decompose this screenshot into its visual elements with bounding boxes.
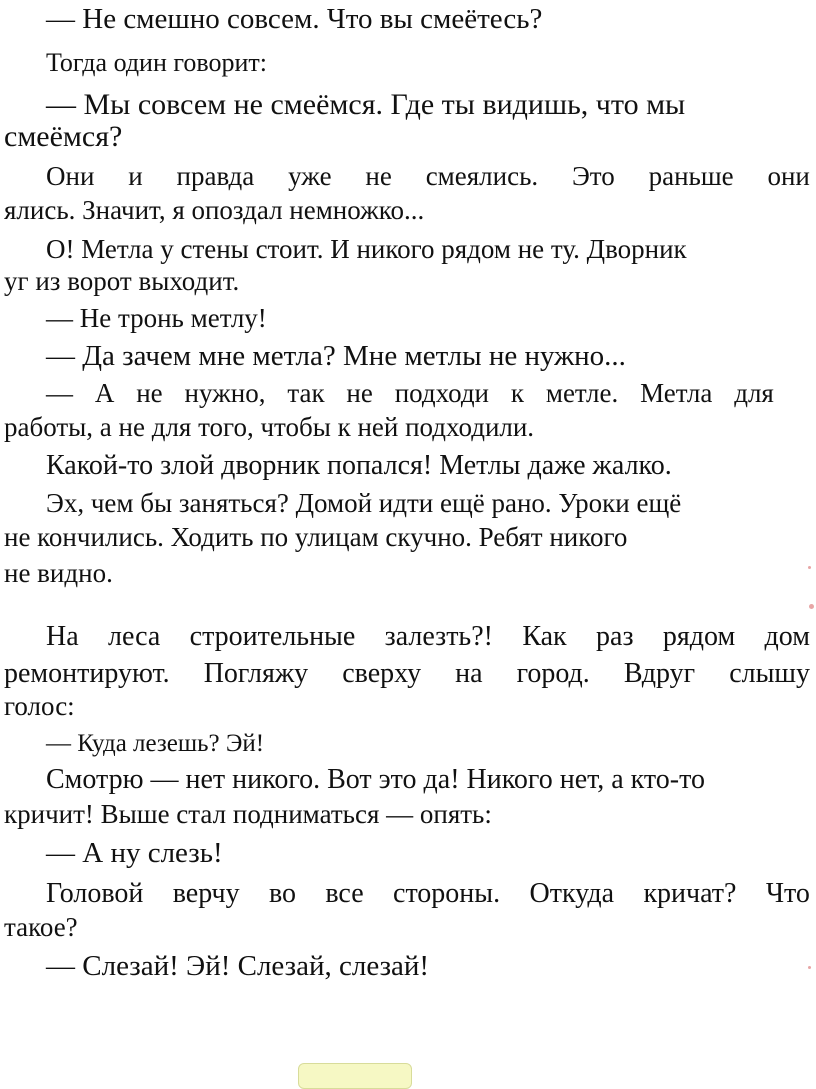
word: раз — [596, 621, 634, 652]
word: леса — [108, 621, 161, 652]
word: правда — [176, 161, 255, 191]
text-line-justified — [46, 623, 810, 651]
word: Что — [765, 878, 810, 909]
word: дом — [764, 621, 810, 652]
word: На — [46, 621, 79, 652]
word: уже — [288, 161, 332, 191]
word: к — [510, 378, 524, 408]
text-line: не кончились. Ходить по улицам скучно. Ребят никого — [4, 522, 628, 552]
word: А — [94, 378, 115, 408]
word: нужно, — [184, 378, 266, 408]
word: и — [128, 161, 143, 191]
word: Головой — [46, 878, 144, 909]
text-line-justified — [4, 660, 810, 688]
text-line: ялись. Значит, я опоздал немножко... — [4, 195, 425, 225]
word: сверху — [342, 658, 422, 689]
word: кричат? — [643, 878, 737, 909]
text-line: уг из ворот выходит. — [4, 266, 240, 296]
word: город. — [516, 658, 590, 689]
word: Вдруг — [623, 658, 696, 689]
text-line: Какой-то злой дворник попался! Метлы даже жалко. — [46, 450, 672, 481]
text-line: смеёмся? — [4, 120, 123, 153]
page-tab[interactable] — [298, 1063, 412, 1089]
text-line: не видно. — [4, 558, 113, 588]
text-line: кричит! Выше стал подниматься — опять: — [4, 799, 492, 829]
text-line: — А ну слезь! — [46, 837, 223, 869]
speck-mark — [808, 566, 811, 569]
word: не — [136, 378, 163, 408]
word: ремонтируют. — [4, 658, 170, 689]
word: верчу — [172, 878, 240, 909]
speck-mark — [808, 966, 811, 969]
word: так — [287, 378, 325, 408]
word: стороны. — [393, 878, 501, 909]
word: Откуда — [529, 878, 615, 909]
word: Они — [46, 161, 95, 191]
text-line: — Да зачем мне метла? Мне метлы не нужно... — [46, 340, 626, 372]
text-line: Смотрю — нет никого. Вот это да! Никого нет, а кто-то — [46, 764, 705, 795]
text-line: — Куда лезешь? Эй! — [46, 730, 265, 757]
text-line: работы, а не для того, чтобы к ней подходили. — [4, 412, 535, 442]
word: на — [455, 658, 483, 689]
word: рядом — [662, 621, 736, 652]
word: подходи — [394, 378, 490, 408]
text-line: — Слезай! Эй! Слезай, слезай! — [46, 950, 430, 982]
word: слышу — [729, 658, 810, 689]
word: — — [46, 378, 73, 408]
word: раньше — [648, 161, 734, 191]
word: Погляжу — [203, 658, 309, 689]
text-line: — Не смешно совсем. Что вы смеётесь? — [46, 3, 543, 35]
word: смеялись. — [425, 161, 539, 191]
text-line: голос: — [4, 691, 75, 721]
text-line: О! Метла у стены стоит. И никого рядом не ту. Дворник — [46, 234, 687, 264]
word: не — [346, 378, 373, 408]
word: Как — [522, 621, 567, 652]
word: Это — [571, 161, 615, 191]
word: метле. — [545, 378, 619, 408]
text-line-justified — [46, 380, 774, 407]
text-line: Эх, чем бы заняться? Домой идти ещё рано. Уроки ещё — [46, 488, 682, 518]
word: залезть?! — [384, 621, 493, 652]
text-line-justified — [46, 163, 810, 190]
text-line-justified — [46, 880, 810, 908]
word: для — [734, 378, 774, 408]
word: не — [365, 161, 392, 191]
text-line: Тогда один говорит: — [46, 48, 267, 77]
word: строительные — [189, 621, 356, 652]
word: Метла — [640, 378, 713, 408]
word: все — [325, 878, 364, 909]
word: они — [767, 161, 810, 191]
word: во — [268, 878, 296, 909]
text-line: — Не тронь метлу! — [46, 303, 267, 333]
speck-mark — [809, 604, 814, 609]
text-line: — Мы совсем не смеёмся. Где ты видишь, что мы — [46, 88, 686, 121]
text-line: такое? — [4, 912, 78, 942]
